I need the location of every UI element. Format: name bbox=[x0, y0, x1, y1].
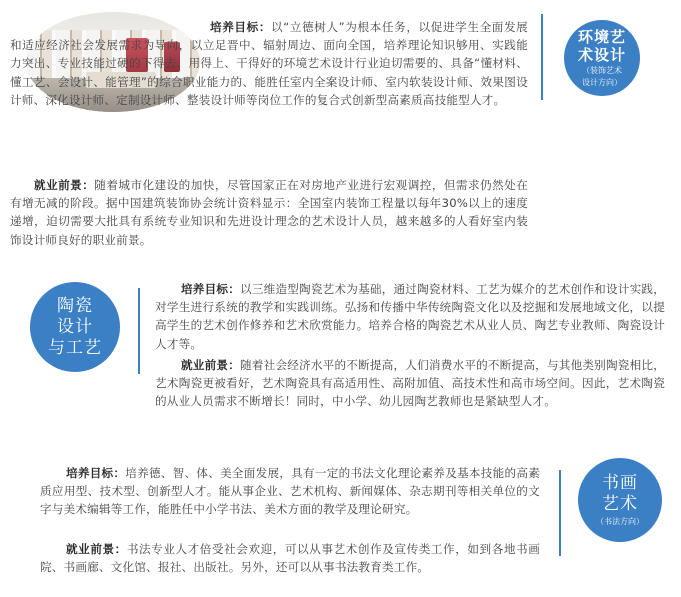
ceramic-goal-paragraph bbox=[155, 280, 665, 353]
ceramic-title-line3: 与工艺 bbox=[48, 337, 102, 358]
env-goal-label: 培养目标： bbox=[210, 20, 272, 34]
ceramic-prospect-text: 随着社会经济水平的不断提高，人们消费水平的不断提高，与其他类别陶瓷相比，艺术陶瓷更被看好，艺术陶瓷具有高适用性、高附加值、高技术性和高市场空间。因此，艺术陶瓷的从业人员需求不断增长！同时，中小学、幼儿园陶艺教师也是紧缺型人才。 bbox=[155, 358, 665, 409]
calligraphy-prospect-label: 就业前景： bbox=[66, 542, 127, 556]
calligraphy-title-line2: 艺术 bbox=[602, 494, 638, 514]
calligraphy-badge bbox=[578, 458, 662, 542]
ceramic-badge bbox=[30, 282, 120, 372]
ceramic-title-line1: 陶瓷 bbox=[57, 295, 93, 316]
ceramic-goal-label: 培养目标： bbox=[181, 282, 241, 296]
calligraphy-prospect-paragraph bbox=[40, 540, 540, 576]
calligraphy-goal-label: 培养目标： bbox=[66, 466, 126, 480]
calligraphy-subtitle: （书法方向） bbox=[596, 517, 644, 526]
calligraphy-goal-paragraph bbox=[40, 464, 540, 519]
env-title-line1: 环境艺 bbox=[577, 28, 626, 46]
env-prospect-paragraph bbox=[10, 176, 528, 249]
ceramic-divider bbox=[138, 288, 140, 374]
ceramic-prospect-label: 就业前景： bbox=[181, 358, 241, 372]
env-divider bbox=[541, 14, 543, 100]
calligraphy-title-line1: 书画 bbox=[602, 473, 638, 493]
calligraphy-divider bbox=[559, 470, 561, 556]
env-goal-text: 以“立德树人”为根本任务，以促进学生全面发展和适应经济社会发展需求为导向，以立足晋中、辐射周边、面向全国，培养理论知识够用、实践能力突出、专业技能过硬的下得去、用得上、干得好的环境艺术设计行业迫切需要的、具备“懂材料、懂工艺、会设计、能管理”的综合职业能力的、能胜任室内全案设计师、室内软装设计师、效果图设计师、深化设计师、定制设计师、整装设计师等岗位工作的复合式创新型高素质高技能型人才。 bbox=[10, 20, 528, 107]
env-goal-paragraph bbox=[10, 18, 528, 109]
env-subtitle-line1: （装饰艺术 bbox=[582, 66, 622, 75]
calligraphy-prospect-text: 书法专业人才倍受社会欢迎，可以从事艺术创作及宣传类工作，如到各地书画院、书画廊、文化馆、报社、出版社。另外，还可以从事书法教育类工作。 bbox=[40, 542, 540, 575]
ceramic-goal-text: 以三维造型陶瓷艺术为基础，通过陶瓷材料、工艺为媒介的艺术创作和设计实践，对学生进行系统的教学和实践训练。弘扬和传播中华传统陶瓷文化以及挖掘和发展地域文化，以提高学生的艺术创作修养和艺术欣赏能力。培养合格的陶瓷艺术从业人员、陶艺专业教师、陶瓷设计人才等。 bbox=[155, 282, 665, 351]
env-prospect-label: 就业前景： bbox=[34, 178, 95, 192]
env-title-line2: 术设计 bbox=[577, 46, 626, 64]
ceramic-prospect-paragraph bbox=[155, 356, 665, 411]
ceramic-title-line2: 设计 bbox=[57, 316, 93, 337]
env-subtitle-line2: 设计方向） bbox=[582, 78, 622, 87]
env-prospect-text: 随着城市化建设的加快，尽管国家正在对房地产业进行宏观调控，但需求仍然处在有增无减的阶段。据中国建筑装饰协会统计资料显示：全国室内装饰工程量以每年30%以上的速度递增，迫切需要大批具有系统专业知识和先进设计理念的艺术设计人员，越来越多的人看好室内装饰设计师良好的职业前景。 bbox=[10, 178, 528, 247]
calligraphy-goal-text: 培养德、智、体、美全面发展，具有一定的书法文化理论素养及基本技能的高素质应用型、技术型、创新型人才。能从事企业、艺术机构、新闻媒体、杂志期刊等相关单位的文字与美术编辑等工作，能胜任中小学书法、美术方面的教学及理论研究。 bbox=[40, 466, 540, 517]
env-badge bbox=[564, 20, 640, 96]
